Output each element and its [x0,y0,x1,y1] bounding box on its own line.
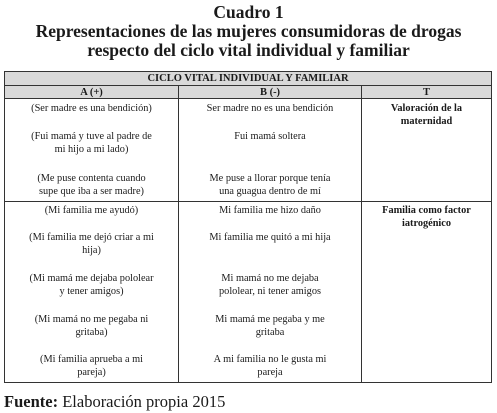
table-cell [179,205,361,218]
cell-text: supe que iba a ser madre) [39,185,144,197]
cell-text: pareja [257,366,283,378]
column-header-b: B (-) [179,86,361,99]
theme-text: Valoración de la [390,103,463,114]
column-header-a: A (+) [5,86,178,99]
table-cell [5,354,178,379]
cell-text: (Ser madre es una bendición) [31,103,152,114]
cell-text: (Fui mamá y tuve al padre de [31,131,152,142]
cell-text: Ser madre no es una bendición [206,103,334,114]
table-cell [5,173,178,198]
theme-text: iatrogénico [402,217,451,229]
cell-text: gritaba [255,326,285,338]
table-cell [179,314,361,339]
cell-text: (Me puse contenta cuando [37,173,146,184]
table-title-line-1: Representaciones de las mujeres consumidoras de drogas [35,21,462,41]
cell-text: pololear, ni tener amigos [219,285,321,297]
table-cell [5,273,178,298]
table-cell [5,103,178,116]
table-cell [5,314,178,339]
table-cell [5,205,178,218]
source-label: Fuente: [4,392,59,411]
cell-text: (Mi mamá no me pegaba ni [34,314,149,325]
section-divider [5,201,491,202]
cell-text: Fui mamá soltera [234,131,306,142]
data-table [4,71,492,383]
source-note [4,392,225,411]
cell-text: Mi familia me quitó a mi hija [209,232,331,243]
cell-text: una guagua dentro de mí [219,185,321,197]
column-header-t: T [362,86,491,99]
theme-cell [362,103,491,128]
cell-text: y tener amigos) [59,285,124,297]
theme-cell [362,205,491,230]
table-cell [5,232,178,257]
table-cell [179,103,361,116]
cell-text: (Mi mamá me dejaba pololear [29,273,154,284]
cell-text: mi hijo a mi lado) [54,143,129,155]
theme-text: Familia como factor [382,205,471,216]
cell-text: gritaba) [75,326,108,338]
table-cell [179,173,361,198]
table-cell [179,232,361,245]
cell-text: pareja) [77,366,106,378]
cell-text: A mi familia no le gusta mi [213,354,327,365]
cell-text: hija) [82,244,101,256]
table-main-header: CICLO VITAL INDIVIDUAL Y FAMILIAR [5,72,491,86]
theme-text: maternidad [400,115,453,127]
table-cell [179,273,361,298]
cell-text: (Mi familia me ayudó) [44,205,139,216]
cell-text: (Mi familia aprueba a mi [40,354,143,365]
cell-text: Mi familia me hizo daño [219,205,321,216]
source-text: Elaboración propia 2015 [58,392,226,411]
cell-text: Mi mamá no me dejaba [221,273,319,284]
column-divider [361,86,362,382]
table-cell [179,131,361,144]
cell-text: Mi mamá me pegaba y me [215,314,325,325]
table-cell [5,131,178,156]
table-title-line-2: respecto del ciclo vital individual y familiar [87,40,410,60]
cell-text: Me puse a llorar porque tenía [209,173,331,184]
table-cell [179,354,361,379]
table-caption-number: Cuadro 1 [213,2,284,22]
cell-text: (Mi familia me dejó criar a mi [29,232,154,243]
